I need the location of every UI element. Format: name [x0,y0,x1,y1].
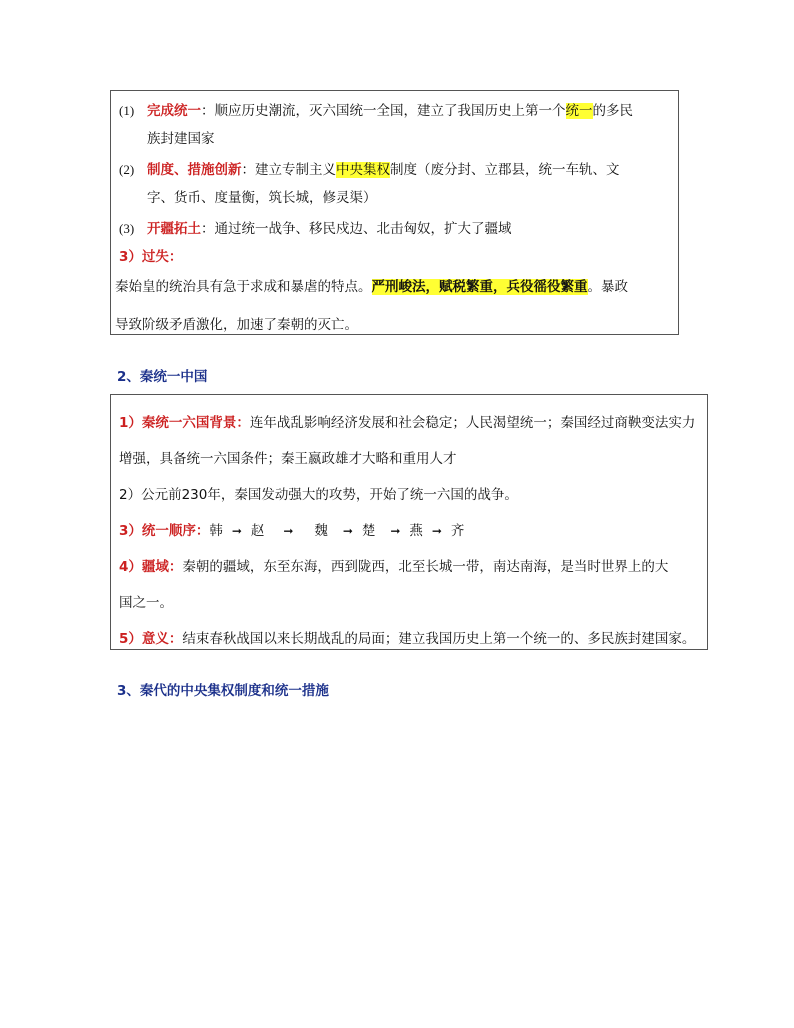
item-text: 连年战乱影响经济发展和社会稳定；人民渴望统一；秦国经过商鞅变法实力 [249,415,696,431]
background-continuation: 增强，具备统一六国条件；秦王嬴政雄才大略和重用人才 [119,451,457,467]
highlighted-text: 严刑峻法，赋税繁重，兵役徭役繁重 [371,279,588,295]
item-text: 制度（废分封、立郡县，统一车轨、文 [390,162,620,178]
section-heading-qin-unifies-china: 2、秦统一中国 [117,369,208,385]
highlighted-text: 统一 [565,103,593,119]
summary-box-qin-unification [110,394,708,650]
item-text: 结束春秋战国以来长期战乱的局面；建立我国历史上第一个统一的、多民族封建国家。 [182,631,696,647]
arrow-right-icon: ➞ [390,524,401,538]
item-text: 的多民 [592,103,633,119]
unification-order-line [119,519,699,539]
term-label: 5）意义： [119,631,183,647]
arrow-right-icon: ➞ [231,524,242,538]
summary-box-qin-achievements [110,90,679,335]
term-label: 制度、措施创新 [147,162,242,178]
state-yan: 燕 [409,523,423,539]
item-text: 秦朝的疆域，东至东海，西到陇西，北至长城一带，南达南海，是当时世界上的大 [182,559,669,575]
arrow-right-icon: ➞ [283,524,294,538]
term-label: 1）秦统一六国背景： [119,415,250,431]
state-zhao: 赵 [250,523,265,539]
arrow-right-icon: ➞ [431,524,442,538]
arrow-right-icon: ➞ [342,524,353,538]
loss-line-continuation: 导致阶级矛盾激化，加速了秦朝的灭亡。 [115,317,358,333]
term-label: 3）统一顺序： [119,523,210,539]
item-number: (3) [119,221,135,236]
loss-label: 3）过失： [119,249,183,265]
item-number: (2) [119,162,135,177]
loss-line [115,275,670,295]
state-han: 韩 [209,523,223,539]
item-text: ：通过统一战争、移民戍边、北击匈奴，扩大了疆域 [201,221,512,237]
term-label: 开疆拓土 [147,221,201,237]
item-continuation: 族封建国家 [147,131,215,147]
significance-line [119,627,699,647]
highlighted-text: 中央集权 [336,162,390,178]
state-qi: 齐 [450,523,465,539]
loss-text: 秦始皇的统治具有急于求成和暴虐的特点。 [115,279,372,295]
section-heading-central-system: 3、秦代的中央集权制度和统一措施 [117,683,329,699]
item-system-innovation [119,158,670,178]
loss-text: 。暴政 [587,279,628,295]
start-year-line: 2）公元前230年，秦国发动强大的攻势，开始了统一六国的战争。 [119,487,518,503]
item-number: (1) [119,103,135,118]
state-chu: 楚 [361,523,376,539]
state-wei: 魏 [314,523,328,539]
term-label: 完成统一 [147,103,201,119]
item-complete-unification [119,99,670,119]
term-label: 4）疆域： [119,559,183,575]
item-territory-expansion [119,217,670,237]
territory-line [119,555,699,575]
background-line [119,411,699,431]
item-continuation: 字、货币、度量衡，筑长城，修灵渠） [147,190,377,206]
territory-continuation: 国之一。 [119,595,173,611]
item-text: ：顺应历史潮流，灭六国统一全国，建立了我国历史上第一个 [201,103,566,119]
item-text: ：建立专制主义 [241,162,336,178]
